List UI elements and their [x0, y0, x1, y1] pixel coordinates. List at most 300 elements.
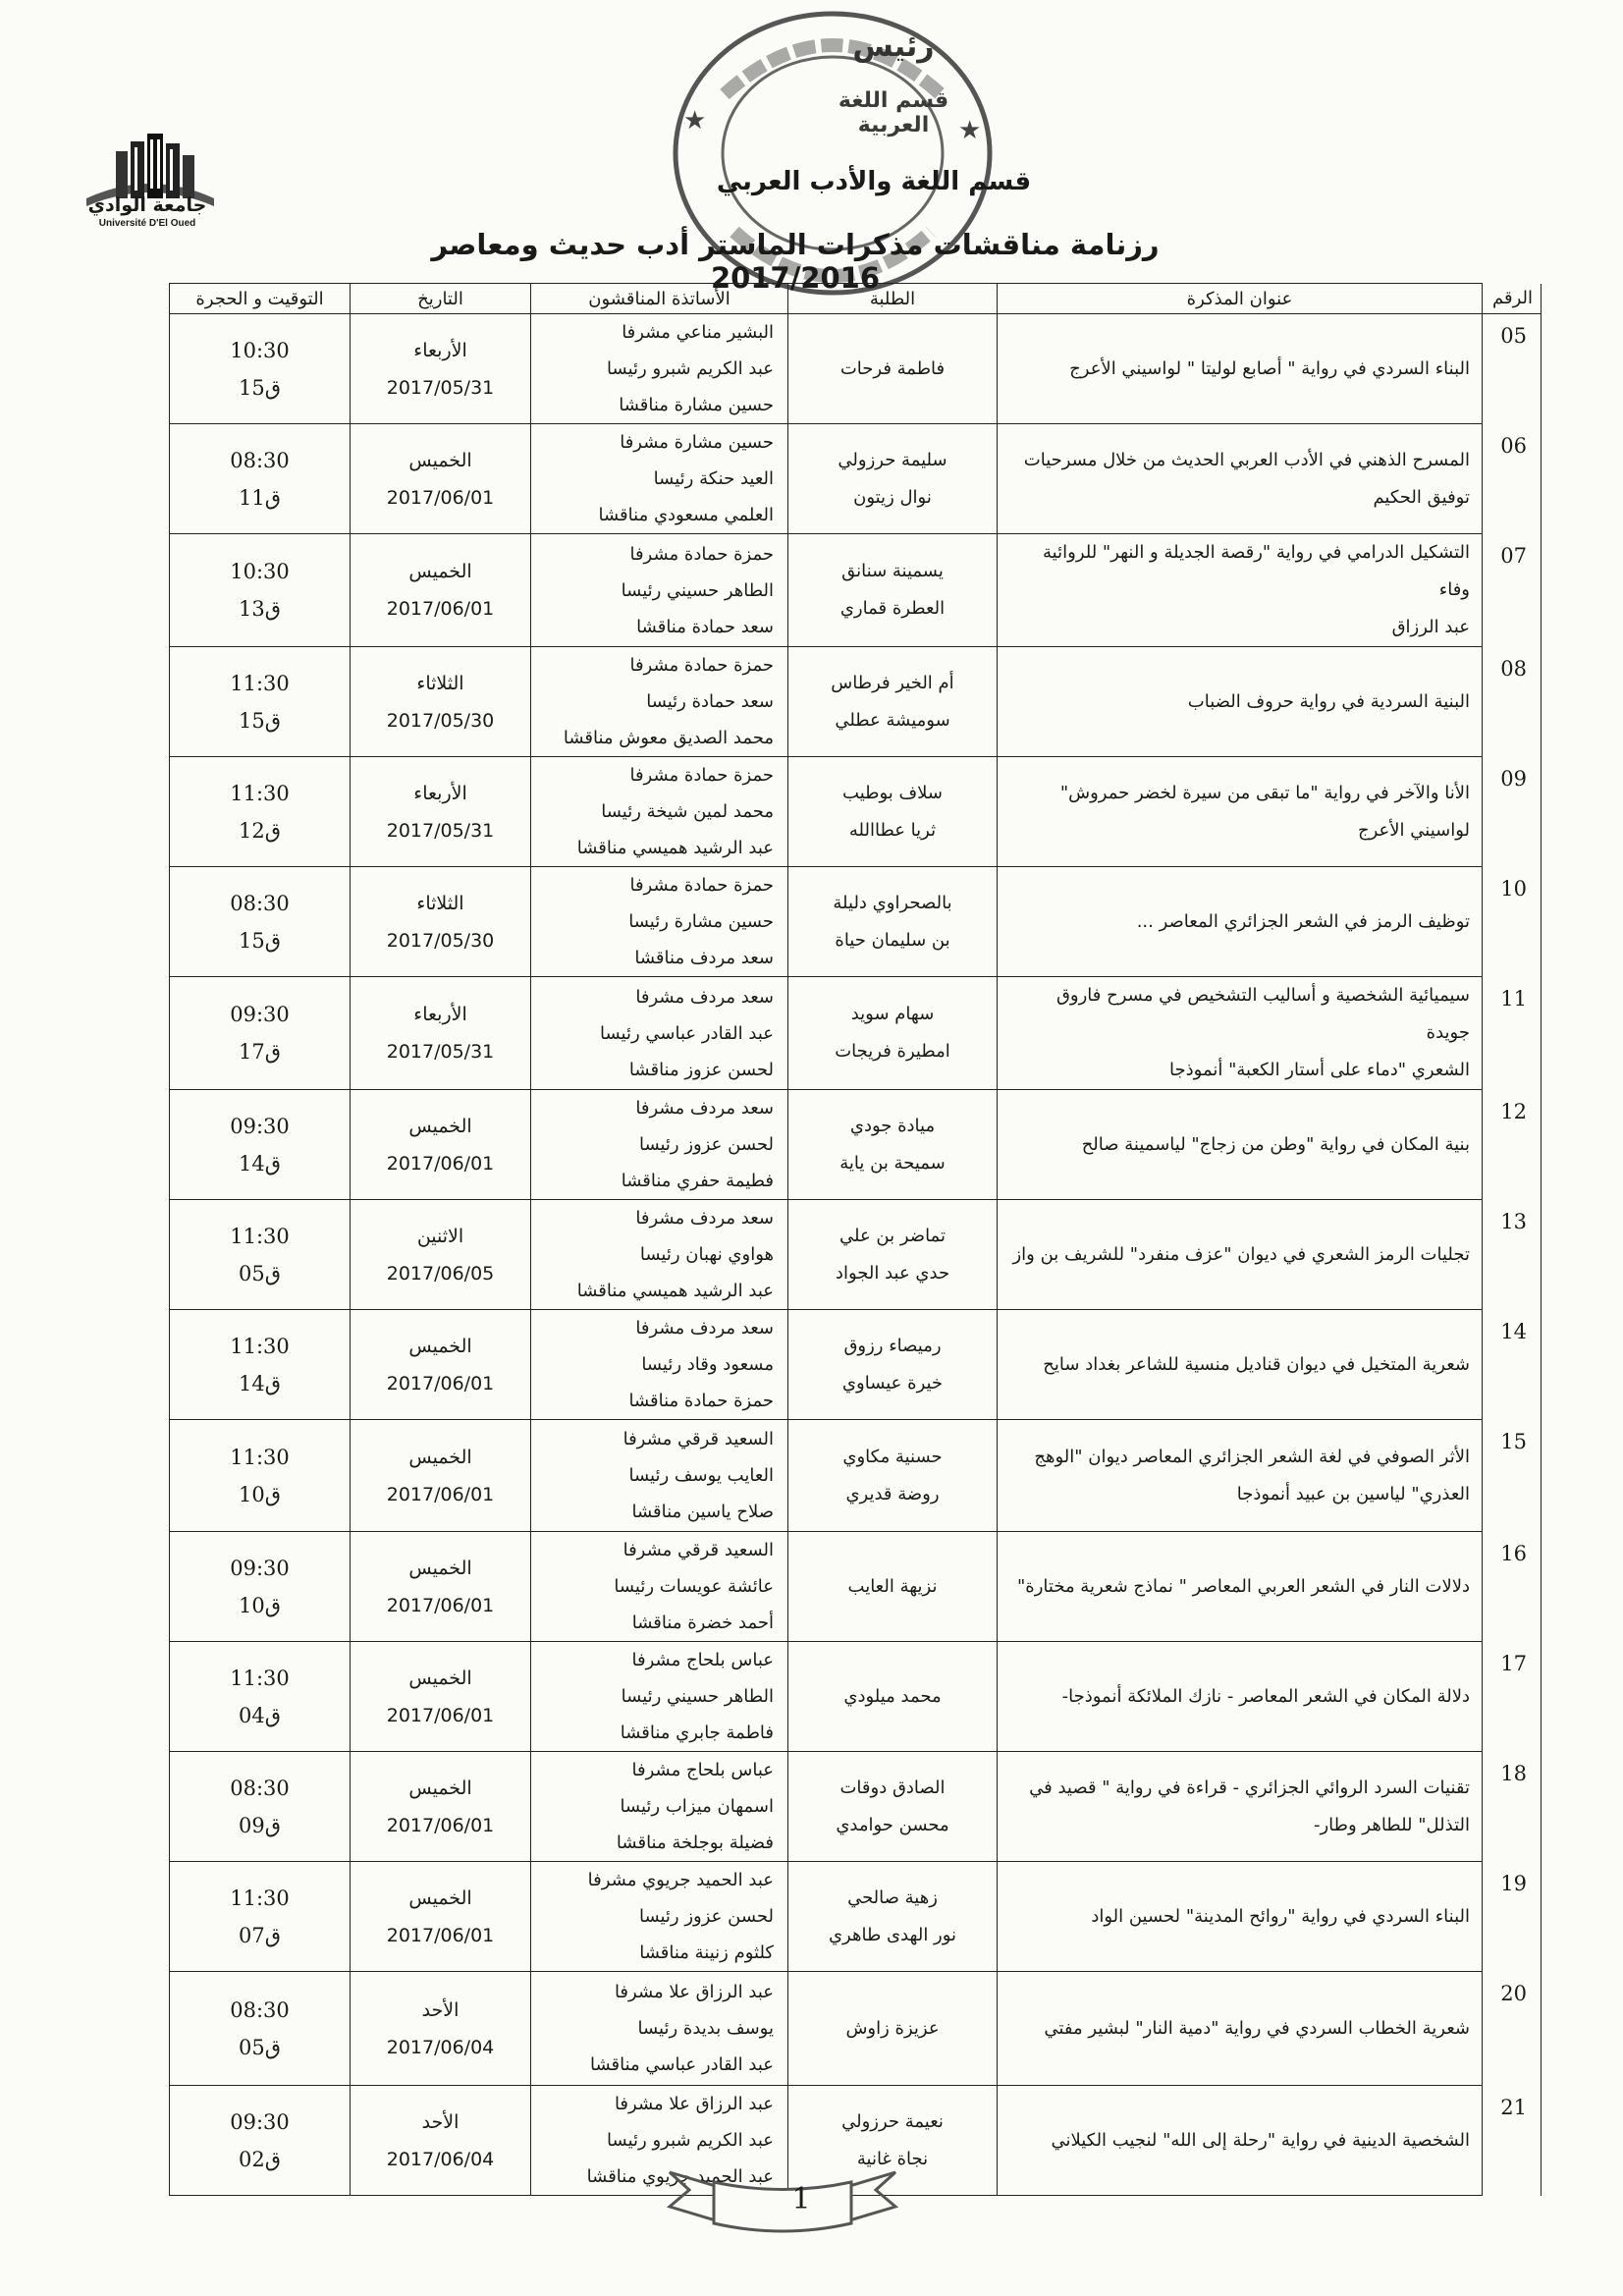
- defense-time-room: [170, 867, 351, 977]
- jury-members-line: فطيمة حفري مناقشا: [621, 1171, 774, 1191]
- jury-members-line: البشير مناعي مشرفا: [622, 322, 774, 343]
- thesis-title-line: بنية المكان في رواية "وطن من زجاج" لياسمينة صالح: [1081, 1133, 1470, 1155]
- students-line: نور الهدى طاهري: [828, 1924, 957, 1945]
- column-header-num: الرقم: [1483, 284, 1542, 314]
- thesis-title-line: التشكيل الدرامي في رواية "رقصة الجديلة و النهر" للروائية وفاء: [1043, 542, 1470, 600]
- thesis-title-line: عبد الرزاق: [1391, 617, 1470, 637]
- jury-members-line: لحسن عزوز رئيسا: [638, 1134, 774, 1155]
- table-row: [170, 1420, 1542, 1532]
- defense-date: [351, 534, 531, 647]
- students-line: نوال زيتون: [853, 486, 932, 508]
- defense-date: [351, 977, 531, 1090]
- students: [788, 757, 998, 867]
- students: [788, 977, 998, 1090]
- jury-members-line: لحسن عزوز مناقشا: [628, 1059, 774, 1080]
- defense-date-value: 2017/05/30: [386, 929, 495, 952]
- jury-members-line: عبد الكريم شبرو رئيسا: [607, 358, 774, 379]
- jury-members-line: عبد القادر عباسي مناقشا: [589, 2054, 774, 2075]
- defense-day: الخميس: [408, 1886, 472, 1909]
- defense-date: [351, 757, 531, 867]
- jury-members-line: سعد مردف مشرفا: [635, 1208, 774, 1229]
- university-name: جامعة الوادي: [87, 194, 207, 216]
- table-row: [170, 1862, 1542, 1972]
- students-line: سوميشة عطلي: [835, 709, 950, 731]
- defense-day: الخميس: [408, 561, 472, 582]
- jury-members-line: أحمد خضرة مناقشا: [631, 1613, 774, 1633]
- students-line: سليمة حرزولي: [838, 449, 947, 470]
- jury-members: [531, 1420, 788, 1532]
- defense-room: ق13: [238, 597, 282, 621]
- defense-date-value: 2017/06/01: [386, 1814, 495, 1836]
- thesis-title-line: تقنيات السرد الروائي الجزائري - قراءة في رواية " قصيد في: [1029, 1777, 1470, 1798]
- jury-members: [531, 1972, 788, 2086]
- defense-day: الثلاثاء: [416, 892, 464, 914]
- jury-members-line: لحسن عزوز رئيسا: [638, 1906, 774, 1927]
- jury-members-line: مسعود وقاد رئيسا: [641, 1354, 774, 1375]
- jury-members: [531, 424, 788, 534]
- table-row: [170, 314, 1542, 424]
- defense-date-value: 2017/06/01: [386, 1704, 495, 1726]
- jury-members-line: العيد حنكة رئيسا: [653, 468, 774, 489]
- thesis-title-line: العذري" لياسين بن عبيد أنموذجا: [1236, 1483, 1470, 1504]
- defense-date: [351, 867, 531, 977]
- defense-time-room: [170, 1752, 351, 1862]
- thesis-title: [998, 1752, 1483, 1862]
- defense-time-room: [170, 1420, 351, 1532]
- column-header-jury: الأساتذة المناقشون: [531, 284, 788, 314]
- thesis-title: [998, 647, 1483, 757]
- row-number: 20: [1483, 1972, 1542, 2086]
- defense-date: [351, 1972, 531, 2086]
- defense-date: [351, 424, 531, 534]
- table-header-row: [170, 284, 1542, 314]
- column-header-thesis: عنوان المذكرة: [998, 284, 1483, 314]
- students-line: روضة قديري: [845, 1483, 940, 1504]
- students-line: سميحة بن ياية: [839, 1152, 946, 1174]
- defense-day: الخميس: [408, 1446, 472, 1468]
- defense-date-value: 2017/06/01: [386, 1152, 495, 1175]
- jury-members: [531, 977, 788, 1090]
- students-line: محسن حوامدي: [836, 1814, 949, 1835]
- jury-members-line: سعد مردف مشرفا: [635, 1098, 774, 1119]
- jury-members-line: سعد مردف مشرفا: [635, 986, 774, 1008]
- table-row: [170, 647, 1542, 757]
- column-header-time: التوقيت و الحجرة: [170, 284, 351, 314]
- thesis-title: [998, 314, 1483, 424]
- thesis-title-line: دلالة المكان في الشعر المعاصر - نازك الملائكة أنموذجا-: [1061, 1685, 1470, 1707]
- jury-members-line: سعد مردف مناقشا: [634, 948, 774, 968]
- defense-room: ق04: [238, 1703, 282, 1727]
- thesis-title: [998, 867, 1483, 977]
- thesis-title-line: شعرية المتخيل في ديوان قناديل منسية للشاعر بغداد سايح: [1043, 1353, 1470, 1375]
- jury-members-line: السعيد قرقي مشرفا: [622, 1540, 774, 1560]
- jury-members-line: سعد حمادة رئيسا: [646, 691, 774, 712]
- row-number: 12: [1483, 1090, 1542, 1200]
- defense-room: ق10: [238, 1482, 282, 1506]
- thesis-title: [998, 1420, 1483, 1532]
- defense-time: 09:30: [230, 1114, 290, 1138]
- students-line: فاطمة فرحات: [839, 357, 946, 379]
- table-row: [170, 977, 1542, 1090]
- table-row: [170, 1972, 1542, 2086]
- stamp-head-text: رئيس: [852, 29, 935, 64]
- students-line: عزيزة زاوش: [845, 2017, 940, 2039]
- thesis-title-line: البناء السردي في رواية "روائح المدينة" لحسين الواد: [1091, 1905, 1470, 1927]
- students: [788, 1200, 998, 1310]
- students-line: نزيهة العايب: [847, 1575, 938, 1597]
- thesis-title-line: البنية السردية في رواية حروف الضباب: [1187, 690, 1470, 712]
- students-line: بالصحراوي دليلة: [833, 892, 952, 913]
- defense-date: [351, 1420, 531, 1532]
- thesis-title-line: الشعري "دماء على أستار الكعبة" أنموذجا: [1169, 1060, 1470, 1080]
- defense-time: 11:30: [230, 671, 290, 695]
- jury-members: [531, 1752, 788, 1862]
- defense-room: ق07: [238, 1923, 282, 1947]
- department-name: قسم اللغة والأدب العربي: [716, 167, 1032, 196]
- defense-room: ق12: [238, 818, 282, 843]
- defense-day: الأحد: [421, 2110, 460, 2133]
- jury-members-line: العايب يوسف رئيسا: [628, 1465, 774, 1486]
- students: [788, 1090, 998, 1200]
- defense-time-room: [170, 2086, 351, 2196]
- jury-members-line: حسين مشارة رئيسا: [628, 911, 774, 932]
- defense-room: ق05: [238, 1261, 282, 1285]
- defense-date-value: 2017/06/04: [386, 2036, 495, 2058]
- svg-text:★: ★: [683, 106, 707, 136]
- students-line: أم الخير فرطاس: [831, 672, 954, 693]
- defense-time: 10:30: [230, 560, 290, 583]
- jury-members: [531, 1862, 788, 1972]
- defense-room: ق05: [238, 2035, 282, 2059]
- students: [788, 867, 998, 977]
- thesis-title: [998, 534, 1483, 647]
- row-number: 13: [1483, 1200, 1542, 1310]
- defense-time: 11:30: [230, 781, 290, 805]
- defense-date-value: 2017/06/01: [386, 598, 495, 620]
- thesis-title: [998, 2086, 1483, 2196]
- students: [788, 1752, 998, 1862]
- table-row: [170, 424, 1542, 534]
- thesis-title-line: الشخصية الدينية في رواية "رحلة إلى الله" لنجيب الكيلاني: [1051, 2129, 1470, 2151]
- defense-time-room: [170, 1090, 351, 1200]
- row-number: 17: [1483, 1642, 1542, 1752]
- defense-time: 08:30: [230, 1776, 290, 1800]
- defense-date: [351, 1310, 531, 1420]
- thesis-title-line: الأثر الصوفي في لغة الشعر الجزائري المعاصر ديوان "الوهج: [1034, 1446, 1470, 1467]
- thesis-title: [998, 1972, 1483, 2086]
- defense-date-value: 2017/06/01: [386, 1372, 495, 1394]
- defense-time: 08:30: [230, 448, 290, 472]
- row-number: 10: [1483, 867, 1542, 977]
- jury-members-line: عبد الرشيد هميسي مناقشا: [576, 1281, 774, 1301]
- row-number: 14: [1483, 1310, 1542, 1420]
- defense-date-value: 2017/06/01: [386, 1924, 495, 1946]
- column-header-students: الطلبة: [788, 284, 998, 314]
- thesis-title-line: دلالات النار في الشعر العربي المعاصر " نماذج شعرية مختارة": [1017, 1575, 1470, 1597]
- jury-members-line: سعد مردف مشرفا: [635, 1318, 774, 1339]
- students-line: نجاة غانية: [856, 2148, 929, 2169]
- jury-members: [531, 757, 788, 867]
- jury-members: [531, 867, 788, 977]
- defense-day: الخميس: [408, 1115, 472, 1137]
- defense-room: ق14: [238, 1371, 282, 1395]
- defense-time-room: [170, 1200, 351, 1310]
- thesis-title: [998, 977, 1483, 1090]
- jury-members-line: عبد الحميد جريوي مناقشا: [586, 2166, 774, 2187]
- defense-date-value: 2017/06/01: [386, 486, 495, 509]
- defense-date-value: 2017/06/04: [386, 2148, 495, 2170]
- defense-time: 08:30: [230, 891, 290, 915]
- defense-time: 11:30: [230, 1224, 290, 1248]
- row-number: 11: [1483, 977, 1542, 1090]
- defense-room: ق10: [238, 1593, 282, 1617]
- students-line: امطيرة فريجات: [835, 1041, 950, 1062]
- defense-time: 09:30: [230, 1003, 290, 1026]
- jury-members: [531, 314, 788, 424]
- row-number: 21: [1483, 2086, 1542, 2196]
- defense-time-room: [170, 1972, 351, 2086]
- students: [788, 1862, 998, 1972]
- students-line: ثريا عطاالله: [848, 819, 937, 841]
- row-number: 16: [1483, 1532, 1542, 1642]
- defense-date-value: 2017/05/30: [386, 709, 495, 732]
- students-line: زهية صالحي: [847, 1886, 938, 1908]
- jury-members-line: عبد الرزاق علا مشرفا: [614, 1982, 774, 2002]
- thesis-title: [998, 1532, 1483, 1642]
- students-line: محمد ميلودي: [843, 1685, 942, 1707]
- defense-day: الخميس: [408, 1667, 472, 1689]
- defense-date: [351, 1752, 531, 1862]
- thesis-title: [998, 1862, 1483, 1972]
- thesis-title-line: سيميائية الشخصية و أساليب التشخيص في مسرح فاروق جويدة: [1055, 985, 1470, 1043]
- defense-date-value: 2017/05/31: [386, 1041, 495, 1063]
- defense-time-room: [170, 1642, 351, 1752]
- defense-date: [351, 1200, 531, 1310]
- stamp-dept-text: قسم اللغة العربية: [838, 88, 949, 137]
- students: [788, 647, 998, 757]
- jury-members-line: يوسف بديدة رئيسا: [637, 2018, 774, 2039]
- table-row: [170, 1090, 1542, 1200]
- row-number: 19: [1483, 1862, 1542, 1972]
- svg-text:★: ★: [958, 116, 982, 145]
- thesis-title-line: البناء السردي في رواية " أصابع لوليتا " لواسيني الأعرج: [1069, 357, 1470, 379]
- jury-members-line: فضيلة بوجلخة مناقشا: [616, 1832, 774, 1853]
- table-row: [170, 1642, 1542, 1752]
- students: [788, 1310, 998, 1420]
- defense-time: 11:30: [230, 1886, 290, 1910]
- jury-members-line: حسين مشارة مشرفا: [620, 432, 774, 453]
- jury-members-line: عباس بلحاج مشرفا: [631, 1760, 774, 1780]
- thesis-title: [998, 1310, 1483, 1420]
- jury-members-line: حمزة حمادة مناقشا: [628, 1391, 774, 1411]
- jury-members-line: اسمهان ميزاب رئيسا: [620, 1796, 774, 1817]
- table-row: [170, 534, 1542, 647]
- jury-members-line: كلثوم زنينة مناقشا: [639, 1942, 774, 1963]
- defense-room: ق14: [238, 1151, 282, 1175]
- row-number: 06: [1483, 424, 1542, 534]
- jury-members-line: حمزة حمادة مشرفا: [629, 655, 774, 676]
- row-number: 09: [1483, 757, 1542, 867]
- defense-time-room: [170, 314, 351, 424]
- defense-date-value: 2017/06/01: [386, 1483, 495, 1505]
- defense-date-value: 2017/06/01: [386, 1594, 495, 1616]
- row-number: 08: [1483, 647, 1542, 757]
- row-number: 05: [1483, 314, 1542, 424]
- defense-date: [351, 1532, 531, 1642]
- students: [788, 1532, 998, 1642]
- defense-time-room: [170, 1532, 351, 1642]
- students: [788, 424, 998, 534]
- students-line: ميادة جودي: [849, 1115, 936, 1136]
- thesis-title-line: الأنا والآخر في رواية "ما تبقى من سيرة لخضر حمروش": [1059, 782, 1470, 803]
- jury-members-line: عبد القادر عباسي رئيسا: [600, 1022, 774, 1044]
- thesis-title-line: توظيف الرمز في الشعر الجزائري المعاصر ...: [1136, 910, 1470, 932]
- thesis-title: [998, 424, 1483, 534]
- defense-date: [351, 1862, 531, 1972]
- jury-members-line: السعيد قرقي مشرفا: [622, 1429, 774, 1449]
- defense-day: الأربعاء: [413, 1004, 467, 1025]
- thesis-title: [998, 757, 1483, 867]
- students: [788, 1972, 998, 2086]
- defense-day: الأربعاء: [413, 339, 467, 361]
- defense-room: ق02: [238, 2147, 282, 2171]
- jury-members: [531, 1532, 788, 1642]
- defense-day: الثلاثاء: [416, 672, 464, 694]
- students-line: بن سليمان حياة: [835, 929, 950, 951]
- thesis-title: [998, 1642, 1483, 1752]
- thesis-title-line: توفيق الحكيم: [1373, 486, 1470, 508]
- table-row: [170, 1752, 1542, 1862]
- defense-day: الأحد: [421, 1998, 460, 2021]
- jury-members-line: الطاهر حسيني رئيسا: [621, 1686, 774, 1707]
- defense-date: [351, 2086, 531, 2196]
- table-row: [170, 1200, 1542, 1310]
- jury-members-line: محمد لمين شيخة رئيسا: [601, 801, 774, 822]
- defense-day: الخميس: [408, 1777, 472, 1799]
- page-title: رزنامة مناقشات مذكرات الماستر أدب حديث ومعاصر 2017/2016: [431, 228, 1160, 295]
- table-row: [170, 867, 1542, 977]
- defense-day: الخميس: [408, 449, 472, 471]
- students: [788, 1420, 998, 1532]
- jury-members-line: عبد الرزاق علا مشرفا: [614, 2094, 774, 2114]
- students: [788, 534, 998, 647]
- defense-time-room: [170, 647, 351, 757]
- students-line: نعيمة حرزولي: [841, 2110, 944, 2132]
- page-number: 1: [791, 2182, 811, 2216]
- jury-members-line: محمد الصديق معوش مناقشا: [563, 728, 774, 748]
- defense-room: ق15: [238, 928, 282, 953]
- defense-time-room: [170, 534, 351, 647]
- jury-members-line: عباس بلحاج مشرفا: [631, 1650, 774, 1670]
- defense-time: 09:30: [230, 1556, 290, 1580]
- jury-members: [531, 534, 788, 647]
- jury-members-line: صلاح ياسين مناقشا: [631, 1502, 774, 1522]
- thesis-title-line: شعرية الخطاب السردي في رواية "دمية النار" لبشير مفتي: [1044, 2017, 1470, 2039]
- defense-time-room: [170, 424, 351, 534]
- defense-time: 08:30: [230, 1997, 290, 2022]
- jury-members: [531, 1310, 788, 1420]
- defense-time-room: [170, 757, 351, 867]
- defense-time: 11:30: [230, 1666, 290, 1690]
- defense-date-value: 2017/05/31: [386, 819, 495, 842]
- table-row: [170, 757, 1542, 867]
- defense-time: 10:30: [230, 338, 290, 362]
- students-line: رميصاء رزوق: [843, 1335, 942, 1356]
- defense-time-room: [170, 1310, 351, 1420]
- defense-date: [351, 314, 531, 424]
- thesis-title-line: التذلل" للطاهر وطار-: [1313, 1814, 1470, 1835]
- jury-members-line: عبد الكريم شبرو رئيسا: [607, 2130, 774, 2151]
- students-line: الصادق دوقات: [839, 1777, 946, 1798]
- jury-members-line: عبد الحميد جريوي مشرفا: [587, 1870, 774, 1890]
- jury-members-line: عائشة عويسات رئيسا: [614, 1576, 774, 1597]
- jury-members-line: حمزة حمادة مشرفا: [629, 765, 774, 786]
- defense-time-room: [170, 977, 351, 1090]
- row-number: 18: [1483, 1752, 1542, 1862]
- university-subtitle: Université D'El Oued: [98, 218, 196, 229]
- defense-date: [351, 1642, 531, 1752]
- column-header-date: التاريخ: [351, 284, 531, 314]
- defense-time: 11:30: [230, 1445, 290, 1469]
- jury-members-line: عبد الرشيد هميسي مناقشا: [576, 838, 774, 858]
- defense-date-value: 2017/05/31: [386, 376, 495, 399]
- defense-room: ق17: [238, 1040, 282, 1064]
- students-line: تماضر بن علي: [839, 1225, 946, 1246]
- defense-room: ق15: [238, 708, 282, 733]
- defense-time: 11:30: [230, 1334, 290, 1358]
- defense-date-value: 2017/06/05: [386, 1262, 495, 1285]
- jury-members: [531, 647, 788, 757]
- thesis-title-line: المسرح الذهني في الأدب العربي الحديث من خلال مسرحيات: [1023, 449, 1470, 470]
- defense-date: [351, 1090, 531, 1200]
- jury-members-line: حمزة حمادة مشرفا: [629, 543, 774, 565]
- jury-members: [531, 1642, 788, 1752]
- students-line: حدي عبد الجواد: [835, 1262, 950, 1284]
- jury-members-line: سعد حمادة مناقشا: [636, 616, 774, 637]
- thesis-title: [998, 1090, 1483, 1200]
- jury-members: [531, 1090, 788, 1200]
- students-line: خيرة عيساوي: [841, 1372, 944, 1394]
- students: [788, 1642, 998, 1752]
- students-line: سهام سويد: [850, 1004, 935, 1024]
- jury-members-line: حمزة حمادة مشرفا: [629, 875, 774, 896]
- defense-time: 09:30: [230, 2109, 290, 2134]
- students: [788, 314, 998, 424]
- thesis-title-line: لواسيني الأعرج: [1357, 819, 1470, 841]
- defense-room: ق11: [238, 485, 282, 510]
- students-line: يسمينة سنانق: [841, 561, 944, 581]
- defense-room: ق09: [238, 1813, 282, 1837]
- defense-schedule-table: [169, 283, 1542, 2196]
- defense-time-room: [170, 1862, 351, 1972]
- jury-members: [531, 1200, 788, 1310]
- defense-day: الاثنين: [416, 1225, 464, 1247]
- defense-day: الخميس: [408, 1335, 472, 1357]
- students-line: حسنية مكاوي: [842, 1446, 943, 1467]
- defense-date: [351, 647, 531, 757]
- thesis-title-line: تجليات الرمز الشعري في ديوان "عزف منفرد" للشريف بن واز: [1012, 1243, 1470, 1265]
- defense-day: الأربعاء: [413, 782, 467, 804]
- students-line: العطرة قماري: [839, 598, 946, 619]
- row-number: 07: [1483, 534, 1542, 647]
- jury-members-line: العلمي مسعودي مناقشا: [598, 505, 774, 525]
- table-row: [170, 1532, 1542, 1642]
- jury-members-line: الطاهر حسيني رئيسا: [621, 579, 774, 601]
- students-line: سلاف بوطيب: [842, 782, 943, 803]
- row-number: 15: [1483, 1420, 1542, 1532]
- jury-members-line: فاطمة جابري مناقشا: [620, 1722, 774, 1743]
- jury-members-line: حسين مشارة مناقشا: [619, 395, 774, 415]
